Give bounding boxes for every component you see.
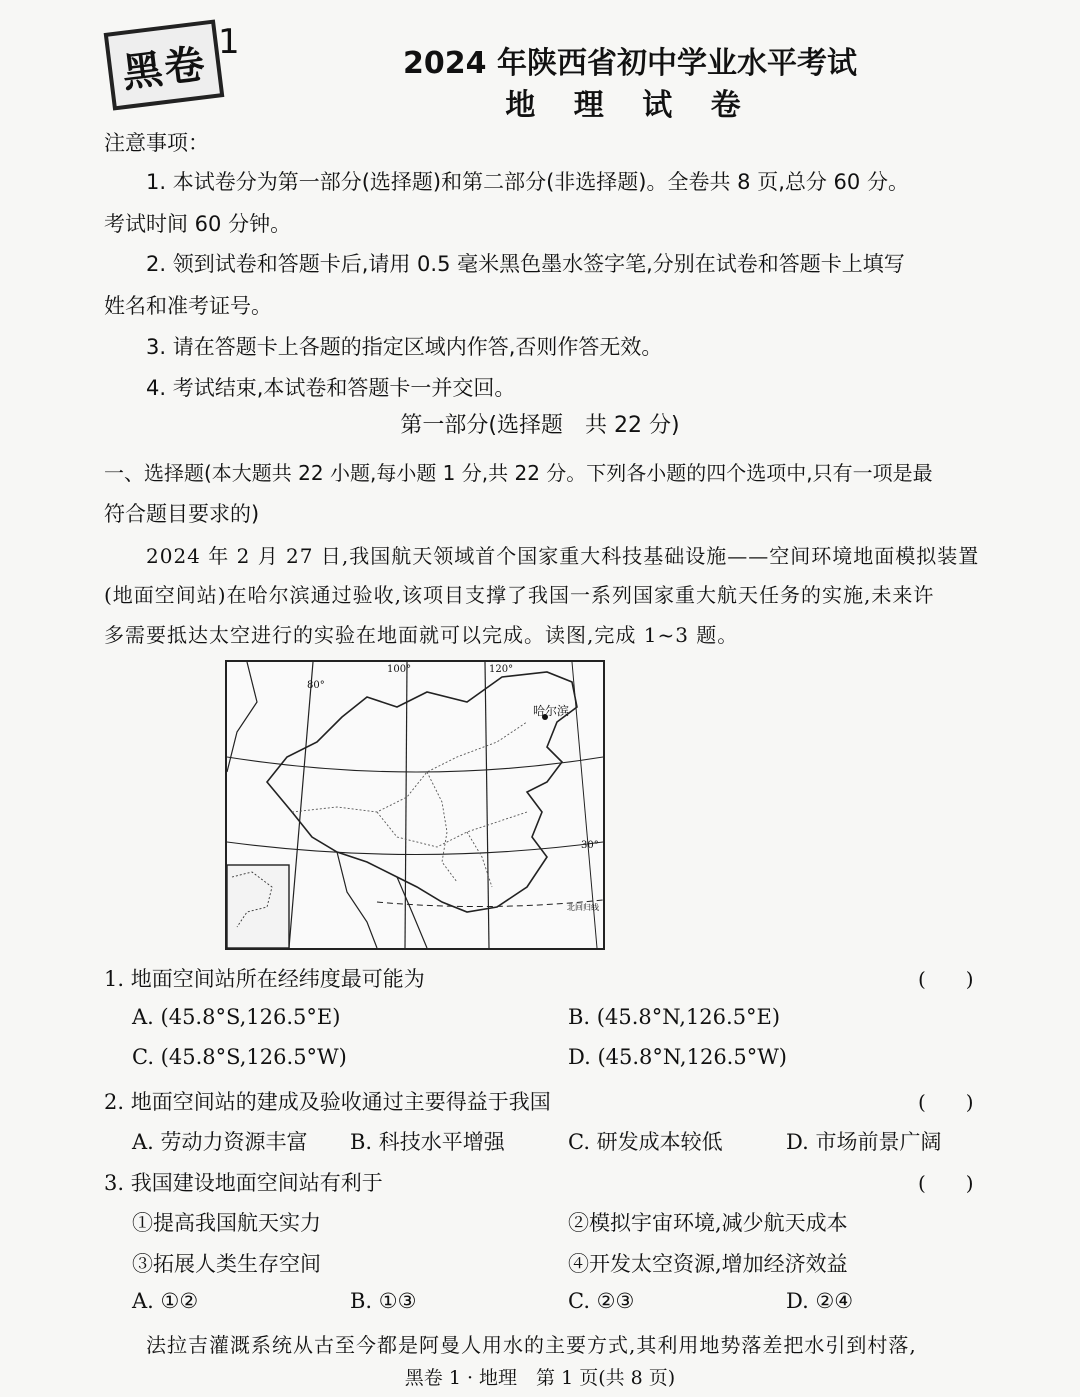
question-2-bracket: ( ) <box>918 1090 974 1114</box>
map-label-lon120: 120° <box>489 664 514 675</box>
china-map-figure <box>225 660 605 950</box>
q2-option-a: A. 劳动力资源丰富 <box>132 1130 308 1154</box>
passage-line-3: 多需要抵达太空进行的实验在地面就可以完成。读图,完成 1~3 题。 <box>104 623 739 647</box>
notice-item-4: 4. 考试结束,本试卷和答题卡一并交回。 <box>146 376 516 400</box>
map-label-lon80: 80° <box>307 680 325 691</box>
question-3-stem: 3. 我国建设地面空间站有利于 <box>104 1171 383 1195</box>
instructions-line-1: 一、选择题(本大题共 22 小题,每小题 1 分,共 22 分。下列各小题的四个选项中,只有一项是最 <box>104 461 933 485</box>
q1-option-b: B. (45.8°N,126.5°E) <box>568 1005 781 1029</box>
stamp-number: 1 <box>218 22 240 62</box>
q3-statement-2: ②模拟宇宙环境,减少航天成本 <box>568 1211 848 1235</box>
notice-item-2: 2. 领到试卷和答题卡后,请用 0.5 毫米黑色墨水签字笔,分别在试卷和答题卡上填写 <box>146 252 905 276</box>
q3-statement-4: ④开发太空资源,增加经济效益 <box>568 1252 848 1276</box>
notice-item-3: 3. 请在答题卡上各题的指定区域内作答,否则作答无效。 <box>146 335 663 359</box>
passage-line-1: 2024 年 2 月 27 日,我国航天领域首个国家重大科技基础设施——空间环境地面模拟装置 <box>146 544 980 568</box>
q1-option-d: D. (45.8°N,126.5°W) <box>568 1045 787 1069</box>
notice-heading: 注意事项： <box>104 131 209 155</box>
question-1-stem: 1. 地面空间站所在经纬度最可能为 <box>104 967 425 991</box>
map-label-harbin: 哈尔滨 <box>533 704 570 718</box>
q2-option-c: C. 研发成本较低 <box>568 1130 723 1154</box>
q3-statement-3: ③拓展人类生存空间 <box>132 1252 321 1276</box>
map-label-lat30: 30° <box>581 840 599 851</box>
q2-option-d: D. 市场前景广阔 <box>786 1130 942 1154</box>
instructions-line-2: 符合题目要求的) <box>104 502 260 526</box>
question-1-bracket: ( ) <box>918 967 974 991</box>
stamp-text: 黑卷 <box>119 40 209 97</box>
q3-option-a: A. ①② <box>132 1289 199 1313</box>
q3-option-b: B. ①③ <box>350 1289 417 1313</box>
page-subtitle: 地 理 试 卷 <box>505 88 755 123</box>
question-2-stem: 2. 地面空间站的建成及验收通过主要得益于我国 <box>104 1090 551 1114</box>
q3-option-d: D. ②④ <box>786 1289 854 1313</box>
q1-option-a: A. (45.8°S,126.5°E) <box>132 1005 341 1029</box>
map-label-tropic: 北回归线 <box>567 903 599 912</box>
question-3-bracket: ( ) <box>918 1171 974 1195</box>
q3-option-c: C. ②③ <box>568 1289 635 1313</box>
notice-item-1: 1. 本试卷分为第一部分(选择题)和第二部分(非选择题)。全卷共 8 页,总分 60 分。 <box>146 170 909 194</box>
map-label-lon100: 100° <box>387 664 412 675</box>
q1-option-c: C. (45.8°S,126.5°W) <box>132 1045 347 1069</box>
passage-line-2: (地面空间站)在哈尔滨通过验收,该项目支撑了我国一系列国家重大航天任务的实施,未来许 <box>104 583 935 607</box>
q2-option-b: B. 科技水平增强 <box>350 1130 505 1154</box>
notice-item-1-cont: 考试时间 60 分钟。 <box>104 212 292 236</box>
page-title: 2024 年陕西省初中学业水平考试 <box>403 46 857 81</box>
notice-item-2-cont: 姓名和准考证号。 <box>104 294 272 318</box>
q3-statement-1: ①提高我国航天实力 <box>132 1211 321 1235</box>
section-title: 第一部分(选择题 共 22 分) <box>400 413 680 438</box>
page-footer: 黑卷 1 · 地理 第 1 页(共 8 页) <box>404 1367 676 1389</box>
next-passage-line: 法拉吉灌溉系统从古至今都是阿曼人用水的主要方式,其利用地势落差把水引到村落, <box>146 1333 917 1357</box>
